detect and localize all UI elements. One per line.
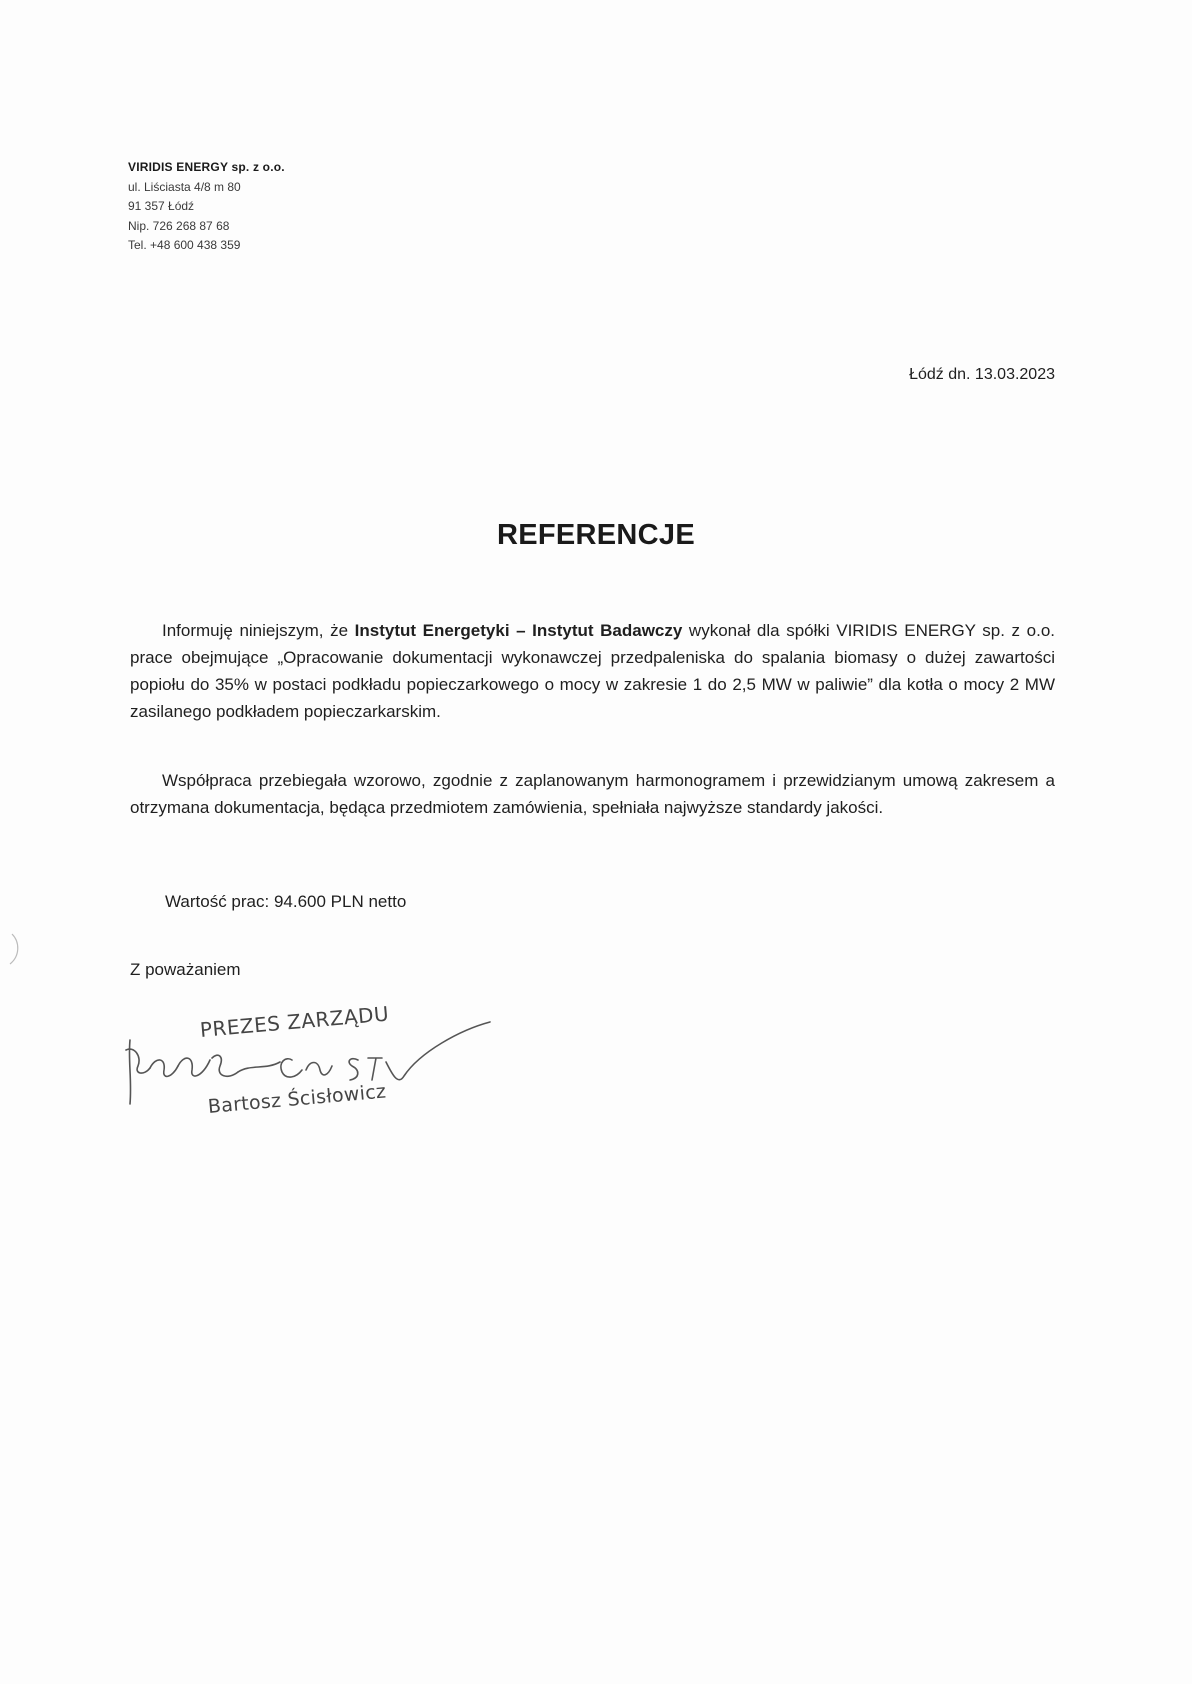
paragraph-main <box>130 617 1055 725</box>
sender-block <box>128 158 285 256</box>
sender-phone: Tel. +48 600 438 359 <box>128 238 241 252</box>
paragraph-main-intro: Informuję niniejszym, że <box>162 621 355 640</box>
sender-city: 91 357 Łódź <box>128 199 195 213</box>
signature-stamp <box>120 1000 540 1140</box>
margin-mark <box>4 930 24 970</box>
work-value: Wartość prac: 94.600 PLN netto <box>165 892 407 911</box>
closing-phrase: Z poważaniem <box>130 960 241 979</box>
document-title: REFERENCJE <box>497 519 695 551</box>
sender-company: VIRIDIS ENERGY sp. z o.o. <box>128 160 285 174</box>
stamp-position: PREZES ZARZĄDU <box>198 1001 391 1042</box>
institute-name: Instytut Energetyki – Instytut Badawczy <box>354 621 683 640</box>
paragraph-main-rest: wykonał dla spółki VIRIDIS ENERGY sp. z o.o. prace obejmujące „Opracowanie dokumentacji wykonawczej przedpaleniska do spalania biomasy o dużej zawartości popiołu do 35% w postaci podkładu popieczarkowego o mocy w zakresie 1 do 2,5 MW w paliwie” dla kotła o mocy 2 MW zasilanego podkładem popieczarkarskim. <box>130 621 1055 721</box>
sender-street: ul. Liściasta 4/8 m 80 <box>128 179 241 194</box>
document-date: Łódź dn. 13.03.2023 <box>909 366 1055 383</box>
paragraph-cooperation: Współpraca przebiegała wzorowo, zgodnie z zaplanowanym harmonogramem i przewidzianym umową zakresem a otrzymana dokumentacja, będąca przedmiotem zamówienia, spełniała najwyższe standardy jakości. <box>130 771 1055 817</box>
stamp-name: Bartosz Ścisłowicz <box>207 1080 388 1118</box>
sender-nip: Nip. 726 268 87 68 <box>128 218 230 233</box>
